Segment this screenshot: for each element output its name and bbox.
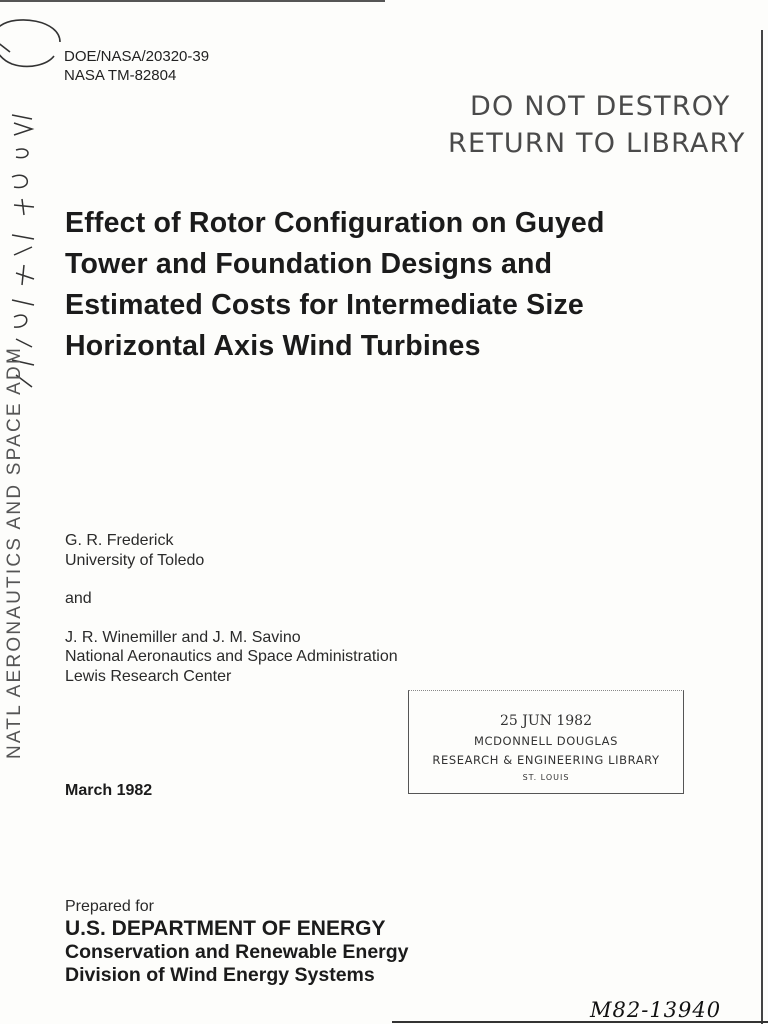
- stamp-company: MCDONNELL DOUGLAS: [473, 734, 619, 748]
- nasa-report-number: NASA TM-82804: [64, 67, 177, 84]
- authors-conjunction: and: [65, 590, 92, 607]
- author-1: G. R. Frederick: [65, 532, 174, 549]
- right-border-line: [761, 30, 763, 1024]
- sponsor-office: Conservation and Renewable Energy: [65, 941, 409, 963]
- title-line-4: Horizontal Axis Wind Turbines: [65, 330, 481, 362]
- authors-block: [65, 531, 398, 686]
- title-line-1: Effect of Rotor Configuration on Guyed: [65, 207, 605, 239]
- top-border-line: [0, 0, 385, 2]
- author-2: J. R. Winemiller and J. M. Savino: [65, 628, 301, 646]
- library-notice-line1: DO NOT DESTROY: [470, 91, 731, 122]
- affiliation-1: University of Toledo: [65, 551, 205, 569]
- handwritten-accession-number: M82-13940: [590, 998, 722, 1022]
- sponsor-division: Division of Wind Energy Systems: [65, 964, 375, 986]
- margin-agency-stamp: NATL AERONAUTICS AND SPACE ADM: [4, 345, 25, 759]
- library-receipt-stamp: [408, 690, 684, 794]
- stamp-date: 25 JUN 1982: [499, 713, 592, 729]
- affiliation-2-line-2: Lewis Research Center: [65, 667, 232, 685]
- library-notice: [448, 88, 746, 162]
- prepared-for-label: Prepared for: [65, 898, 154, 915]
- report-identifiers: [64, 47, 209, 85]
- publication-date: March 1982: [65, 782, 153, 799]
- title-line-2: Tower and Foundation Designs and: [65, 248, 553, 280]
- handwritten-circle-mark: [0, 12, 66, 70]
- stamp-city: ST. LOUIS: [522, 773, 570, 782]
- affiliation-2-line-1: National Aeronautics and Space Administration: [65, 648, 398, 665]
- sponsor-block: [65, 917, 409, 987]
- stamp-library: RESEARCH & ENGINEERING LIBRARY: [432, 753, 660, 767]
- title-line-3: Estimated Costs for Intermediate Size: [65, 289, 584, 321]
- sponsor-agency: U.S. DEPARTMENT OF ENERGY: [65, 917, 386, 940]
- library-notice-line2: RETURN TO LIBRARY: [448, 128, 746, 159]
- doe-report-number: DOE/NASA/20320-39: [64, 48, 210, 65]
- report-title: [65, 203, 705, 367]
